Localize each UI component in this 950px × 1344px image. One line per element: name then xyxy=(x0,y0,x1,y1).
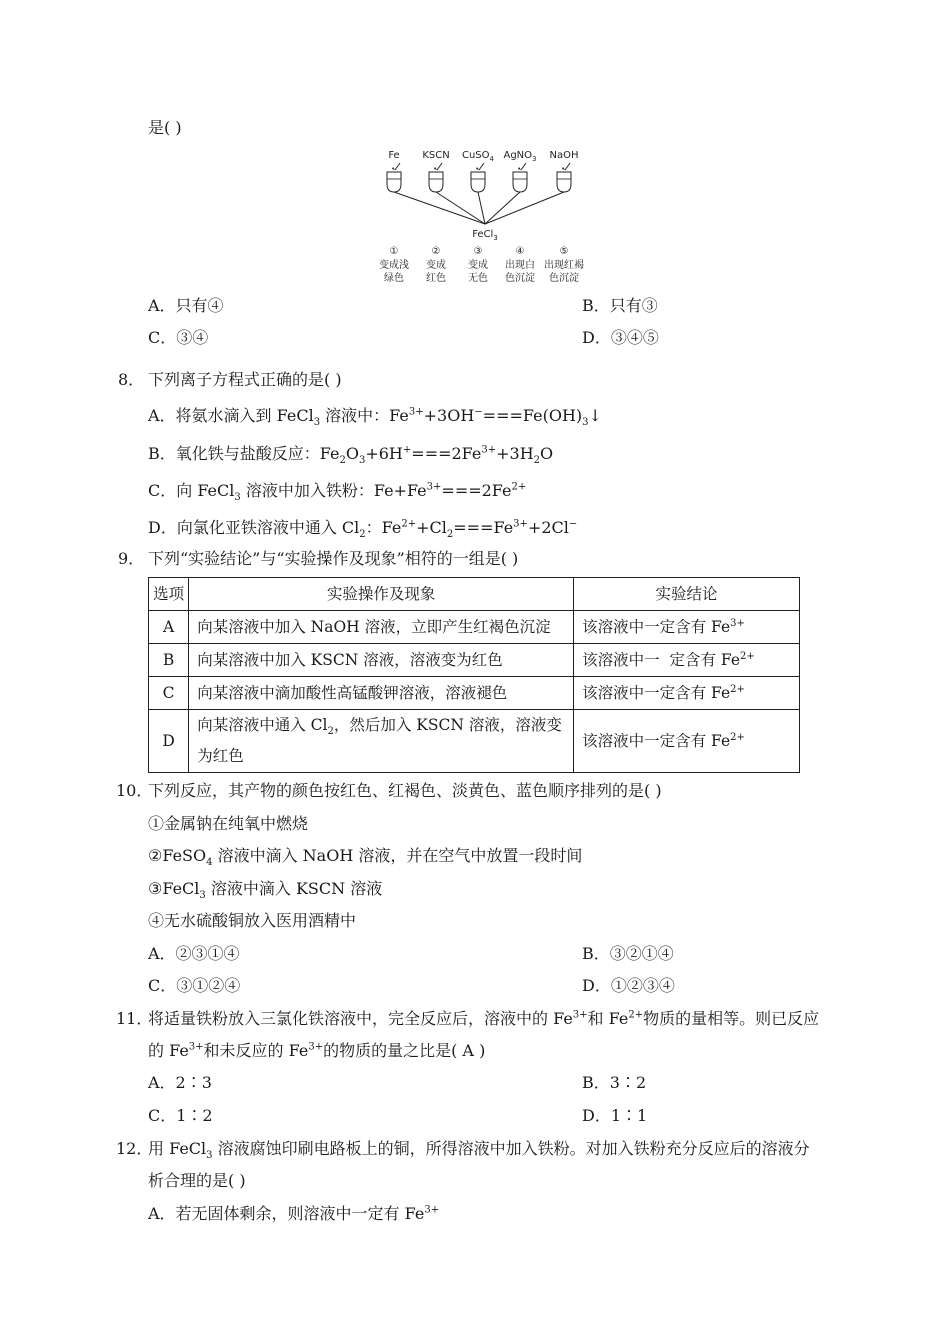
table-row xyxy=(149,611,800,644)
drop-arrow xyxy=(521,163,526,170)
reagent-label: AgNO$_3$ xyxy=(503,150,537,163)
q12-number: 12． xyxy=(116,1139,153,1158)
row-conclusion: 该溶液中一定含有 $Fe^{2+}$ xyxy=(574,710,800,773)
q10-stem: 下列反应，其产物的颜色按红色、红褐色、淡黄色、蓝色顺序排列的是( ) xyxy=(148,781,662,800)
result-number: ④ xyxy=(515,246,525,257)
q8-option-b: B．氧化铁与盐酸反应：$Fe_2O_3+6H^+===2Fe^{3+}+3H_2O$ xyxy=(148,444,554,467)
q10-option-a: A．②③①④ xyxy=(148,944,240,963)
header-conclusion: 实验结论 xyxy=(574,578,800,611)
q11-stem-line2: 的 $Fe^{3+}$和未反应的 $Fe^{3+}$的物质的量之比是( A ) xyxy=(148,1041,486,1060)
connector-line xyxy=(485,192,564,224)
row-operation: 向某溶液中滴加酸性高锰酸钾溶液，溶液褪色 xyxy=(189,677,574,710)
result-text: 红色 xyxy=(426,273,446,284)
result-number: ② xyxy=(431,246,441,257)
q12-option-a: A．若无固体剩余，则溶液中一定有 $Fe^{3+}$ xyxy=(148,1204,440,1223)
reagent-label: Fe xyxy=(388,150,400,161)
q10-option-c: C．③①②④ xyxy=(148,976,241,995)
row-conclusion: 该溶液中一定含有 $Fe^{3+}$ xyxy=(574,611,800,644)
reagent-label: CuSO$_4$ xyxy=(461,150,495,163)
center-reagent-label: FeCl$_3$ xyxy=(472,229,498,242)
q11-option-b: B．3∶2 xyxy=(582,1073,647,1092)
q10-item-3: ③FeCl$_3$ 溶液中滴入 KSCN 溶液 xyxy=(148,879,383,902)
connector-line xyxy=(485,192,520,224)
result-text: 出现白 xyxy=(505,260,535,271)
drop-arrow-head xyxy=(562,167,565,170)
q10-item-4: ④无水硫酸铜放入医用酒精中 xyxy=(148,911,357,930)
result-text: 绿色 xyxy=(384,273,404,284)
q11-number: 11． xyxy=(116,1009,153,1028)
table-row xyxy=(149,710,800,773)
q8-option-d: D．向氯化亚铁溶液中通入 $Cl_2$：$Fe^{2+}+Cl_2===Fe^{3+}+2Cl^-$ xyxy=(148,518,578,541)
row-option: A xyxy=(149,611,189,644)
table-header-row xyxy=(149,578,800,611)
header-option: 选项 xyxy=(149,578,189,611)
q10-item-2: ②FeSO$_4$ 溶液中滴入 NaOH 溶液，并在空气中放置一段时间 xyxy=(148,846,583,869)
reagent-label: NaOH xyxy=(549,150,579,161)
q11-stem-line1: 将适量铁粉放入三氯化铁溶液中，完全反应后，溶液中的 $Fe^{3+}$和 $Fe^{2+}$物质的量相等。则已反应 xyxy=(148,1009,820,1028)
q10-item-1: ①金属钠在纯氧中燃烧 xyxy=(148,814,309,833)
q7-option-d: D．③④⑤ xyxy=(582,328,659,347)
row-option: D xyxy=(149,710,189,773)
result-text: 变成浅 xyxy=(379,260,409,271)
q7-option-a: A．只有④ xyxy=(148,296,224,315)
q9-number: 9． xyxy=(118,549,145,568)
test-tube xyxy=(513,172,527,192)
table-row xyxy=(149,677,800,710)
q11-option-a: A．2∶3 xyxy=(148,1073,212,1092)
q10-number: 10． xyxy=(116,781,153,800)
result-number: ① xyxy=(389,246,399,257)
q8-option-a: A．将氨水滴入到 FeCl$_3$ 溶液中：$Fe^{3+}+3OH^-===Fe(OH)_3↓$ xyxy=(148,406,602,429)
result-text: 出现红褐 xyxy=(544,260,584,271)
drop-arrow xyxy=(437,163,442,170)
result-text: 变成 xyxy=(426,260,446,271)
q12-stem-line2: 析合理的是( ) xyxy=(148,1171,246,1190)
drop-arrow-head xyxy=(434,167,437,170)
connector-line xyxy=(478,192,485,224)
test-tube xyxy=(429,172,443,192)
row-option: C xyxy=(149,677,189,710)
connector-line xyxy=(394,192,485,224)
q8-option-c: C．向 FeCl$_3$ 溶液中加入铁粉：$Fe+Fe^{3+}===2Fe^{2+}$ xyxy=(148,481,527,504)
test-tube xyxy=(387,172,401,192)
result-number: ③ xyxy=(473,246,483,257)
q12-stem-line1: 用 FeCl$_3$ 溶液腐蚀印刷电路板上的铜，所得溶液中加入铁粉。对加入铁粉充分反应后的溶液分 xyxy=(148,1139,810,1162)
drop-arrow xyxy=(395,163,400,170)
row-option: B xyxy=(149,644,189,677)
q10-option-d: D．①②③④ xyxy=(582,976,675,995)
drop-arrow-head xyxy=(518,167,521,170)
test-tube xyxy=(471,172,485,192)
drop-arrow-head xyxy=(476,167,479,170)
row-operation: 向某溶液中通入 $Cl_2$，然后加入 KSCN 溶液，溶液变 为红色 xyxy=(189,710,574,773)
row-operation: 向某溶液中加入 NaOH 溶液，立即产生红褐色沉淀 xyxy=(189,611,574,644)
q7-option-b: B．只有③ xyxy=(582,296,658,315)
result-text: 无色 xyxy=(468,273,488,284)
q11-option-c: C．1∶2 xyxy=(148,1106,213,1125)
row-conclusion: 该溶液中一定含有 $Fe^{2+}$ xyxy=(574,677,800,710)
drop-arrow xyxy=(565,163,570,170)
q7-option-c: C．③④ xyxy=(148,328,209,347)
q9-stem: 下列“实验结论”与“实验操作及现象”相符的一组是( ) xyxy=(148,549,519,568)
q7-figure xyxy=(378,146,610,288)
drop-arrow xyxy=(479,163,484,170)
q8-stem: 下列离子方程式正确的是( ) xyxy=(148,370,342,389)
result-text: 变成 xyxy=(468,260,488,271)
test-tube xyxy=(557,172,571,192)
result-text: 色沉淀 xyxy=(505,273,535,284)
q9-table xyxy=(148,577,800,773)
drop-arrow-head xyxy=(392,167,395,170)
result-number: ⑤ xyxy=(559,246,569,257)
q8-number: 8． xyxy=(118,370,145,389)
header-operation: 实验操作及现象 xyxy=(189,578,574,611)
q10-option-b: B．③②①④ xyxy=(582,944,674,963)
table-row xyxy=(149,644,800,677)
row-operation: 向某溶液中加入 KSCN 溶液，溶液变为红色 xyxy=(189,644,574,677)
row-conclusion: 该溶液中一 定含有 $Fe^{2+}$ xyxy=(574,644,800,677)
q7-stem-tail: 是( ) xyxy=(148,118,182,137)
reagent-label: KSCN xyxy=(422,150,450,161)
connector-line xyxy=(436,192,485,224)
result-text: 色沉淀 xyxy=(549,273,579,284)
q11-option-d: D．1∶1 xyxy=(582,1106,648,1125)
